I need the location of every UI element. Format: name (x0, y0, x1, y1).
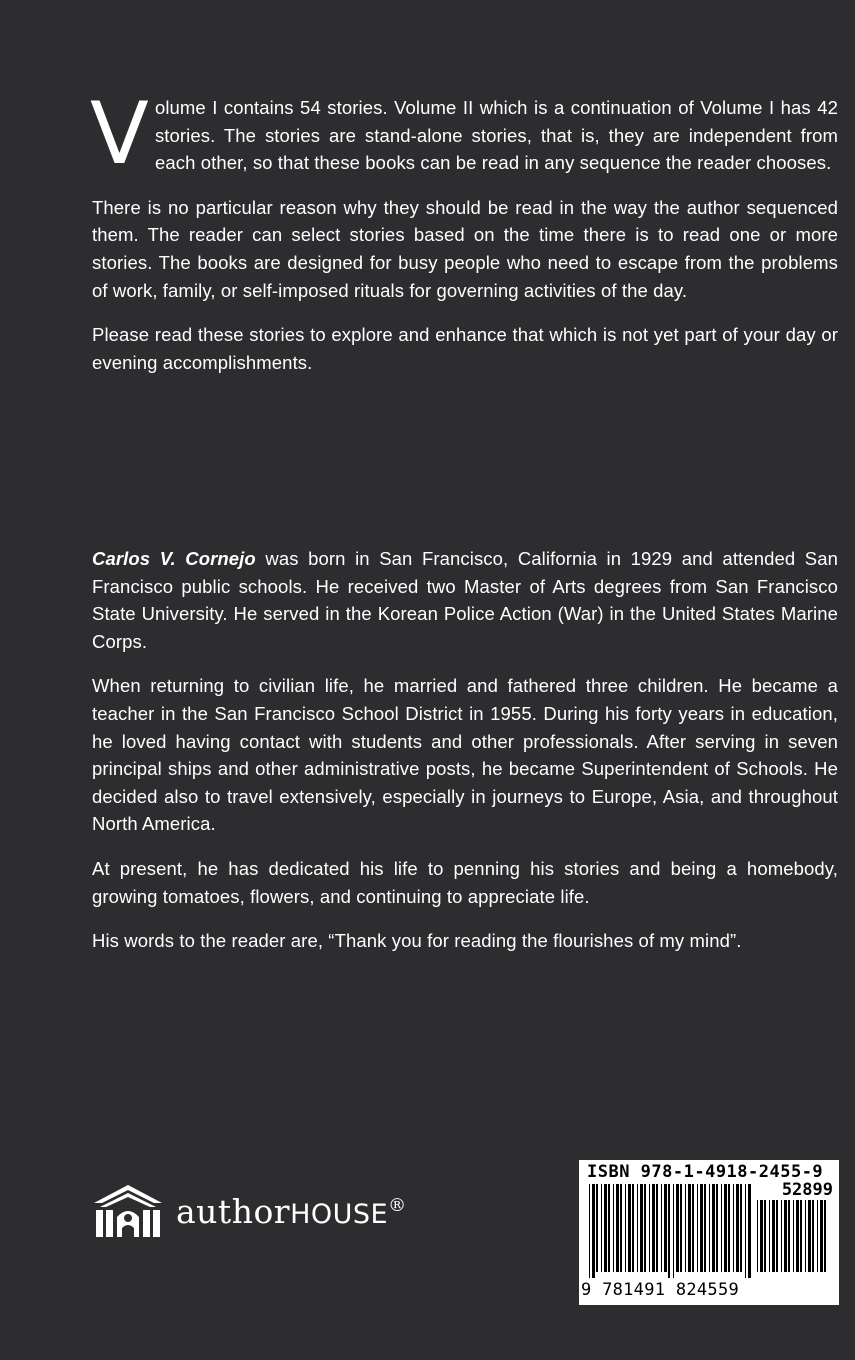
barcode-bar (784, 1200, 787, 1272)
barcode-bar (812, 1200, 814, 1272)
barcode-bar (632, 1184, 634, 1272)
price-code: 52899 (781, 1180, 833, 1200)
barcode-bar (589, 1184, 590, 1278)
barcode-bar (805, 1200, 806, 1272)
barcode-bar (692, 1184, 694, 1272)
barcode-bar (668, 1184, 670, 1278)
barcode-bar (592, 1184, 595, 1278)
barcode-bar (644, 1184, 646, 1272)
barcode-bar (764, 1200, 766, 1272)
drop-cap: V (90, 84, 149, 184)
isbn-label: ISBN 978-1-4918-2455-9 (587, 1162, 824, 1182)
barcode-bar (820, 1200, 823, 1272)
barcode-bar (733, 1184, 734, 1272)
author-bio-section (92, 545, 838, 972)
blurb-paragraph-1: Volume I contains 54 stories. Volume II which is a continuation of Volume I has 42 stories. The stories are stand-alone stories, that is, they are independent from each other, so that these books can be read in any sequence the reader chooses. (90, 84, 838, 184)
barcode-bar (740, 1184, 742, 1272)
barcode-bar (736, 1184, 739, 1272)
barcode-bar (608, 1184, 610, 1272)
barcode-bar (661, 1184, 662, 1272)
barcode-bar (745, 1184, 746, 1278)
barcode-bar (824, 1200, 826, 1272)
bio-paragraph-1: Carlos V. Cornejo was born in San Francisco, California in 1929 and attended San Francisco public schools. He received two Master of Arts degrees from San Francisco State University. He served in the Korean Police Action (War) in the United States Marine Corps. (92, 548, 838, 652)
barcode-bar (721, 1184, 722, 1272)
barcode-bar (769, 1200, 770, 1272)
bio-paragraph-3: At present, he has dedicated his life to penning his stories and being a homebody, growing tomatoes, flowers, and continuing to appreciate life. (92, 857, 838, 907)
publisher-logo (92, 1183, 407, 1239)
barcode-bar (728, 1184, 730, 1272)
barcode-bar (625, 1184, 626, 1272)
blurb-section (90, 84, 838, 393)
blurb-paragraph-2: There is no particular reason why they should be read in the way the author sequenced them. The reader can select stories based on the time there is to read one or more stories. The books are designed for busy people who need to escape from the problems of work, family, or self-imposed rituals for governing activities of the day. (92, 196, 838, 301)
barcode-bar (680, 1184, 682, 1272)
barcode-bar (685, 1184, 686, 1272)
bio-paragraph-2: When returning to civilian life, he married and fathered three children. He became a teacher in the San Francisco School District in 1955. During his forty years in education, he loved having contact with students and other professionals. After serving in seven principal ships and other administrative posts, he became Superintendent of Schools. He decided also to travel extensively, especially in journeys to Europe, Asia, and throughout North America. (92, 675, 838, 835)
barcode-number: 9 781491 824559 (581, 1280, 740, 1300)
barcode-bar (688, 1184, 691, 1272)
barcode-bar (656, 1184, 658, 1272)
barcode-bar (620, 1184, 622, 1272)
barcode-bar (649, 1184, 650, 1272)
barcode-bar (781, 1200, 782, 1272)
barcode-bar (704, 1184, 706, 1272)
barcode-bar (652, 1184, 655, 1272)
barcode-bar (616, 1184, 619, 1272)
barcode-bar (796, 1200, 799, 1272)
barcode-bar (772, 1200, 775, 1272)
barcode-bar (596, 1184, 598, 1272)
barcode-bar (800, 1200, 802, 1272)
authorhouse-building-icon (92, 1183, 164, 1239)
barcode-bar (664, 1184, 667, 1272)
barcode-bar (760, 1200, 763, 1272)
barcode-bar (793, 1200, 794, 1272)
bio-paragraph-4: His words to the reader are, “Thank you for reading the flourishes of my mind”. (92, 930, 742, 952)
barcode-bar (776, 1200, 778, 1272)
barcode-bar (601, 1184, 602, 1272)
barcode-bar (697, 1184, 698, 1272)
barcode-bar (628, 1184, 631, 1272)
blurb-paragraph-3: Please read these stories to explore and enhance that which is not yet part of your day or evening accomplishments. (92, 324, 838, 373)
barcode-bar (640, 1184, 643, 1272)
barcode-bar (788, 1200, 790, 1272)
barcode-bar (757, 1200, 758, 1272)
barcode-bar (709, 1184, 710, 1272)
publisher-name: authorHOUSE® (176, 1191, 407, 1231)
isbn-barcode (579, 1160, 839, 1305)
ean-barcode-bars (589, 1184, 751, 1278)
barcode-bar (724, 1184, 727, 1272)
barcode-bar (748, 1184, 751, 1278)
barcode-bar (716, 1184, 718, 1272)
barcode-bar (676, 1184, 679, 1272)
author-name: Carlos V. Cornejo (92, 548, 256, 569)
barcode-bar (604, 1184, 607, 1272)
barcode-bar (673, 1184, 674, 1278)
barcode-bar (712, 1184, 715, 1272)
barcode-bar (808, 1200, 811, 1272)
price-barcode-bars (757, 1200, 829, 1278)
barcode-bar (700, 1184, 703, 1272)
barcode-bar (637, 1184, 638, 1272)
barcode-bar (613, 1184, 614, 1272)
barcode-bar (817, 1200, 818, 1272)
